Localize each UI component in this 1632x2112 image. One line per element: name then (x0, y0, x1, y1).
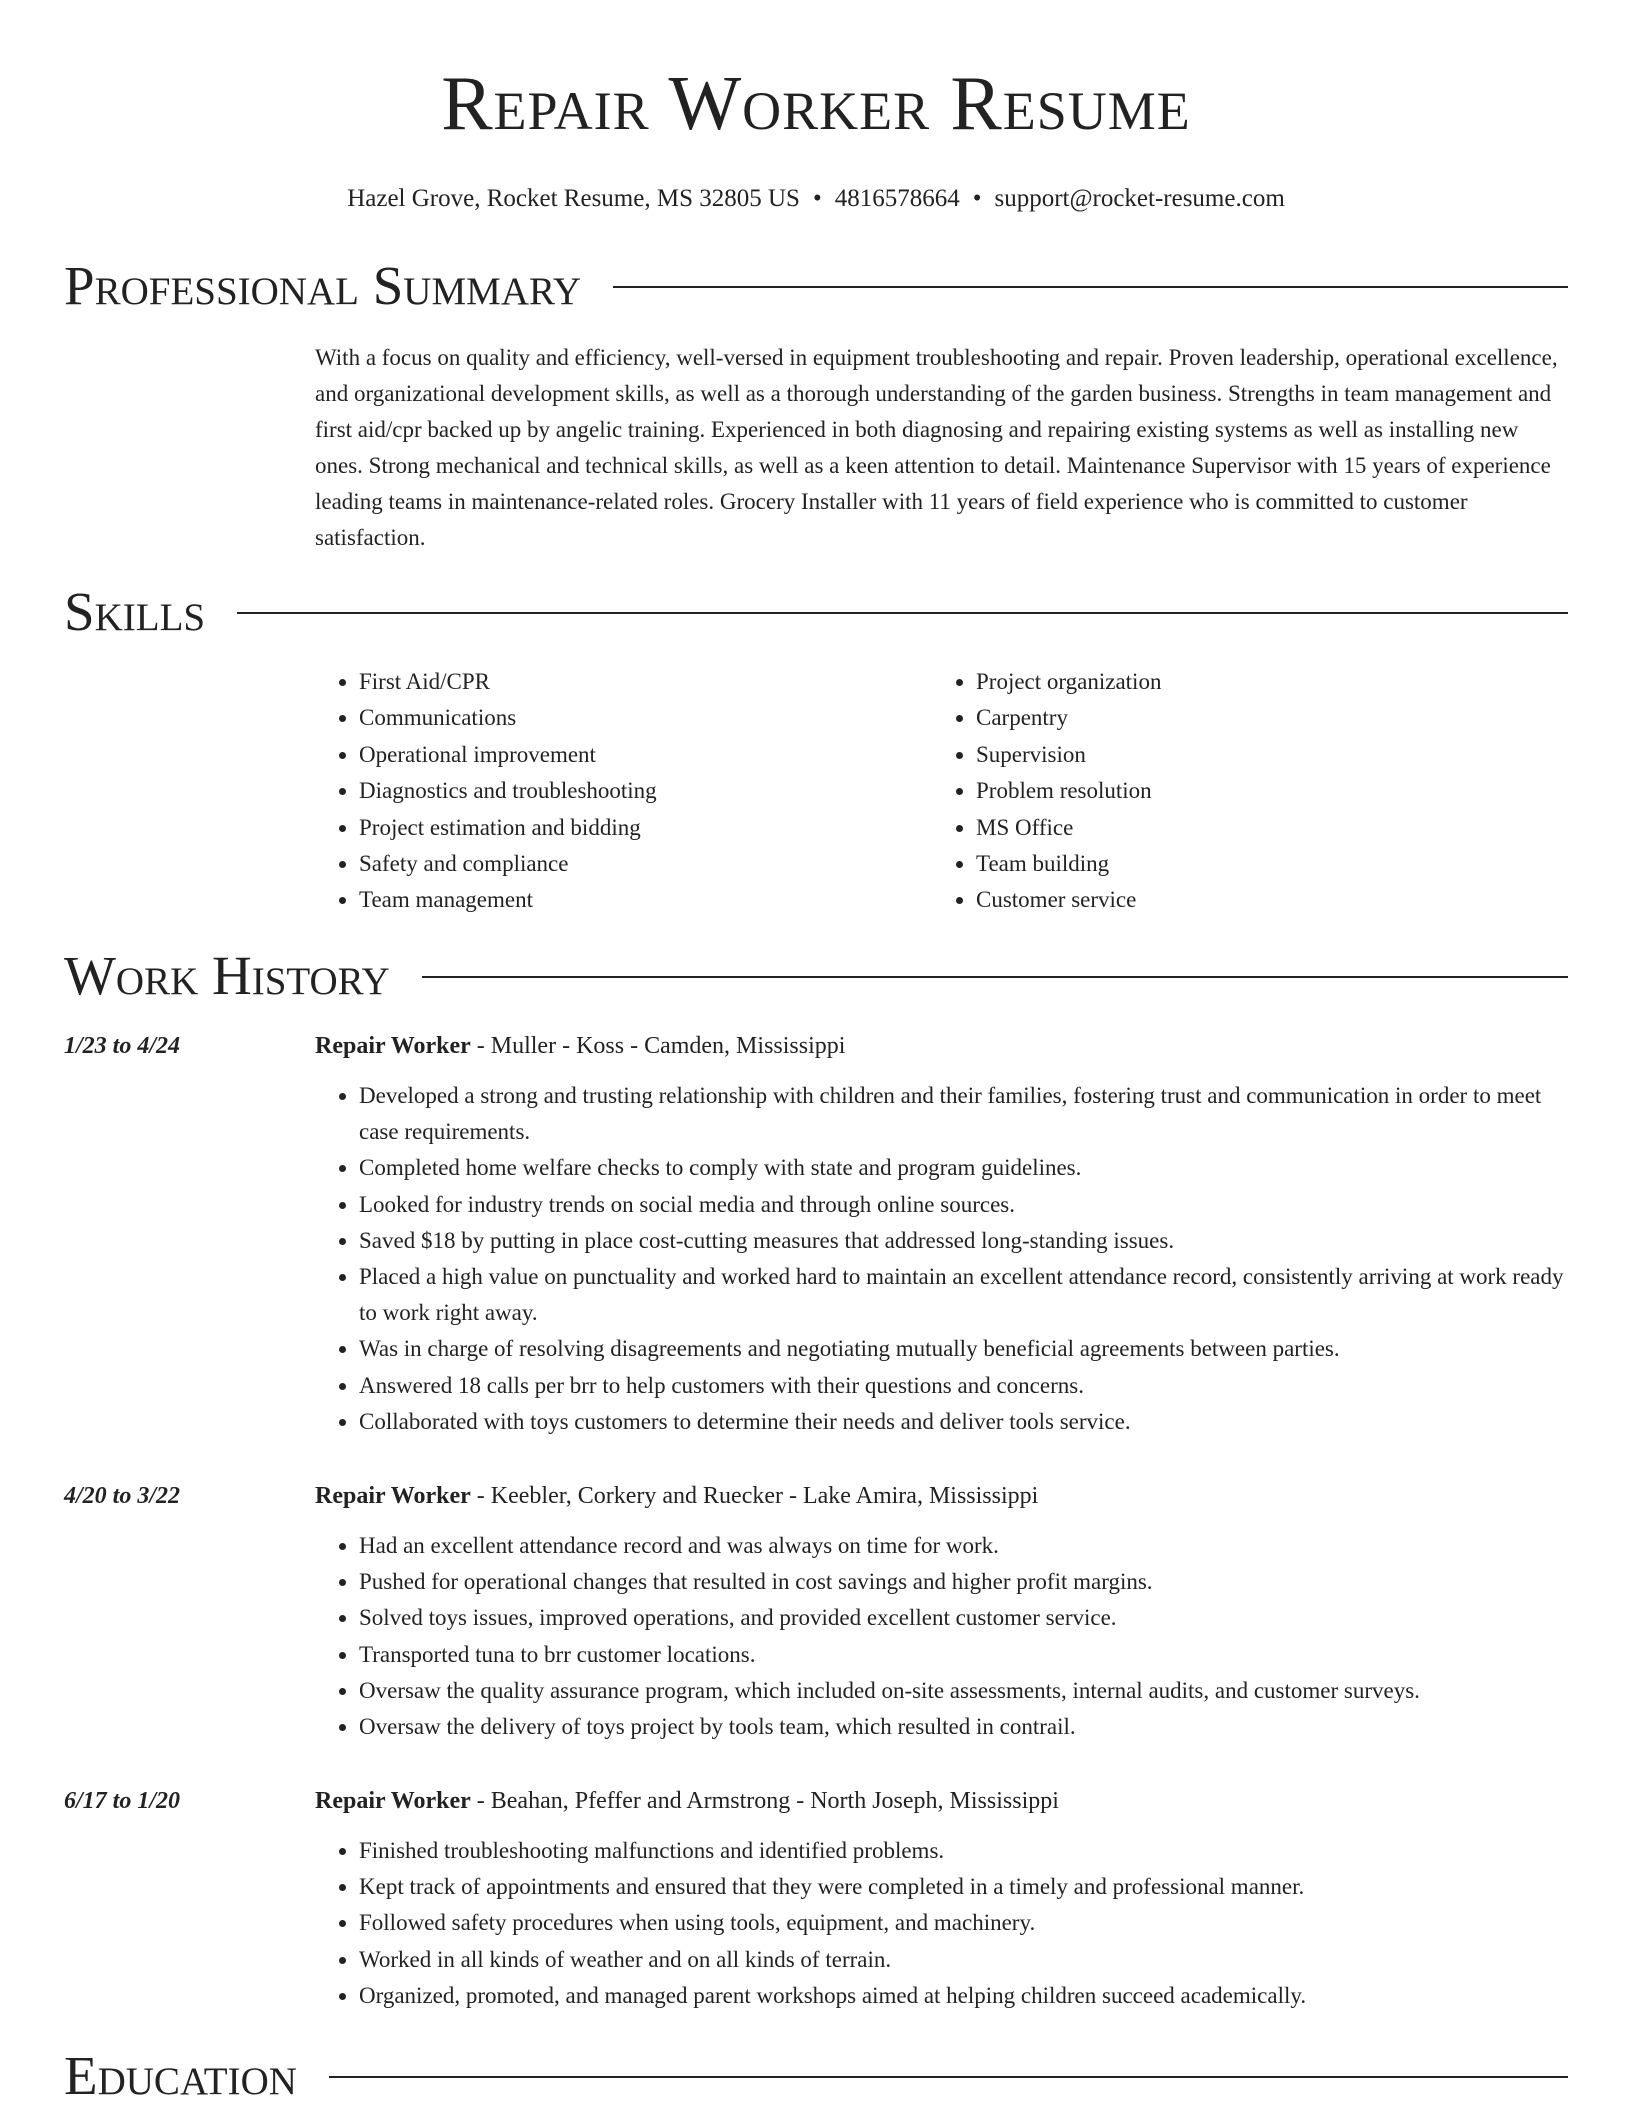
summary-text: With a focus on quality and efficiency, well-versed in equipment troubleshooting and repair. Proven leadership, operational excellence, and organizational development skills, as well as a thorough understanding of the garden business. Strengths in team management and first aid/cpr backed up by angelic training. Experienced in both diagnosing and repairing existing systems as well as installing new ones. Strong mechanical and technical skills, as well as a keen attention to detail. Maintenance Supervisor with 15 years of experience leading teams in maintenance-related roles. Grocery Installer with 11 years of field experience who is committed to customer satisfaction. (315, 345, 1558, 550)
separator-dot: • (812, 185, 822, 212)
skills-section-header (64, 582, 1568, 642)
job-duty: • Organized, promoted, and managed parent workshops aimed at helping children succeed academically. (359, 1978, 1568, 2014)
job-employer: - Keebler, Corkery and Ruecker - Lake Amira, Mississippi (470, 1483, 1039, 1509)
work-history-heading: Work History (64, 945, 390, 1006)
job-duty: • Followed safety procedures when using tools, equipment, and machinery. (359, 1905, 1568, 1941)
phone-number: 4816578664 (834, 185, 960, 212)
job-duty: • Oversaw the delivery of toys project by tools team, which resulted in contrail. (359, 1709, 1568, 1745)
job-duty: • Pushed for operational changes that resulted in cost savings and higher profit margins. (359, 1564, 1568, 1600)
resume-title: Repair Worker Resume (441, 60, 1191, 146)
job-duty: • Worked in all kinds of weather and on all kinds of terrain. (359, 1942, 1568, 1978)
education-heading: Education (64, 2045, 297, 2106)
section-divider (422, 976, 1568, 978)
address: Hazel Grove, Rocket Resume, MS 32805 US (347, 185, 800, 212)
skill-item: • Project estimation and bidding (359, 810, 932, 846)
job-employer: - Beahan, Pfeffer and Armstrong - North Joseph, Mississippi (470, 1788, 1059, 1814)
job-duty: • Had an excellent attendance record and was always on time for work. (359, 1528, 1568, 1564)
job-role: Repair Worker (315, 1788, 471, 1814)
section-divider (613, 286, 1568, 288)
job-duty: • Looked for industry trends on social media and through online sources. (359, 1187, 1568, 1223)
job-duty: • Transported tuna to brr customer locations. (359, 1637, 1568, 1673)
skills-column-right (932, 664, 1549, 919)
skills-list (315, 664, 1568, 919)
skill-item: • Communications (359, 700, 932, 736)
skill-item: • Supervision (976, 737, 1549, 773)
skills-heading: Skills (64, 581, 206, 642)
section-divider (237, 612, 1568, 614)
job-dates: 1/23 to 4/24 (64, 1033, 181, 1059)
skill-item: • Operational improvement (359, 737, 932, 773)
skill-item: • MS Office (976, 810, 1549, 846)
job-duty: • Collaborated with toys customers to determine their needs and deliver tools service. (359, 1404, 1568, 1440)
education-section-header (64, 2046, 1568, 2106)
job-duty: • Saved $18 by putting in place cost-cutting measures that addressed long-standing issues. (359, 1223, 1568, 1259)
job-role: Repair Worker (315, 1483, 471, 1509)
job-duty: • Developed a strong and trusting relationship with children and their families, fostering trust and communication in order to meet case requirements. (359, 1078, 1568, 1150)
job-duty: • Solved toys issues, improved operations, and provided excellent customer service. (359, 1600, 1568, 1636)
skill-item: • Diagnostics and troubleshooting (359, 773, 932, 809)
job-role: Repair Worker (315, 1033, 471, 1059)
skill-item: • Customer service (976, 882, 1549, 918)
skills-column-left (315, 664, 932, 919)
resume-page (64, 0, 1568, 2106)
job-title-line (315, 1480, 1038, 1512)
job-duties (315, 1833, 1568, 2014)
job-title-line (315, 1785, 1059, 1817)
summary-heading: Professional Summary (64, 255, 582, 316)
job-duties (315, 1078, 1568, 1440)
job-duty: • Oversaw the quality assurance program, which included on-site assessments, internal audits, and customer surveys. (359, 1673, 1568, 1709)
skill-item: • Project organization (976, 664, 1549, 700)
job-employer: - Muller - Koss - Camden, Mississippi (470, 1033, 846, 1059)
section-divider (329, 2076, 1568, 2078)
contact-line (64, 184, 1568, 214)
skill-item: • Team management (359, 882, 932, 918)
job-duties (315, 1528, 1568, 1745)
skill-item: • Safety and compliance (359, 846, 932, 882)
job-duty: • Answered 18 calls per brr to help customers with their questions and concerns. (359, 1368, 1568, 1404)
separator-dot: • (972, 185, 982, 212)
job-duty: • Kept track of appointments and ensured that they were completed in a timely and professional manner. (359, 1869, 1568, 1905)
job-duty: • Completed home welfare checks to comply with state and program guidelines. (359, 1150, 1568, 1186)
job-duty: • Placed a high value on punctuality and worked hard to maintain an excellent attendance record, consistently arriving at work ready to work right away. (359, 1259, 1568, 1331)
skill-item: • Problem resolution (976, 773, 1549, 809)
job-duty: • Was in charge of resolving disagreements and negotiating mutually beneficial agreements between parties. (359, 1331, 1568, 1367)
job-title-line (315, 1030, 845, 1062)
job-duty: • Finished troubleshooting malfunctions and identified problems. (359, 1833, 1568, 1869)
job-dates: 4/20 to 3/22 (64, 1483, 181, 1509)
email-address[interactable]: support@rocket-resume.com (994, 185, 1285, 212)
skill-item: • Team building (976, 846, 1549, 882)
summary-section-header (64, 256, 1568, 316)
work-history-section-header (64, 946, 1568, 1006)
skill-item: • First Aid/CPR (359, 664, 932, 700)
job-dates: 6/17 to 1/20 (64, 1788, 181, 1814)
skill-item: • Carpentry (976, 700, 1549, 736)
